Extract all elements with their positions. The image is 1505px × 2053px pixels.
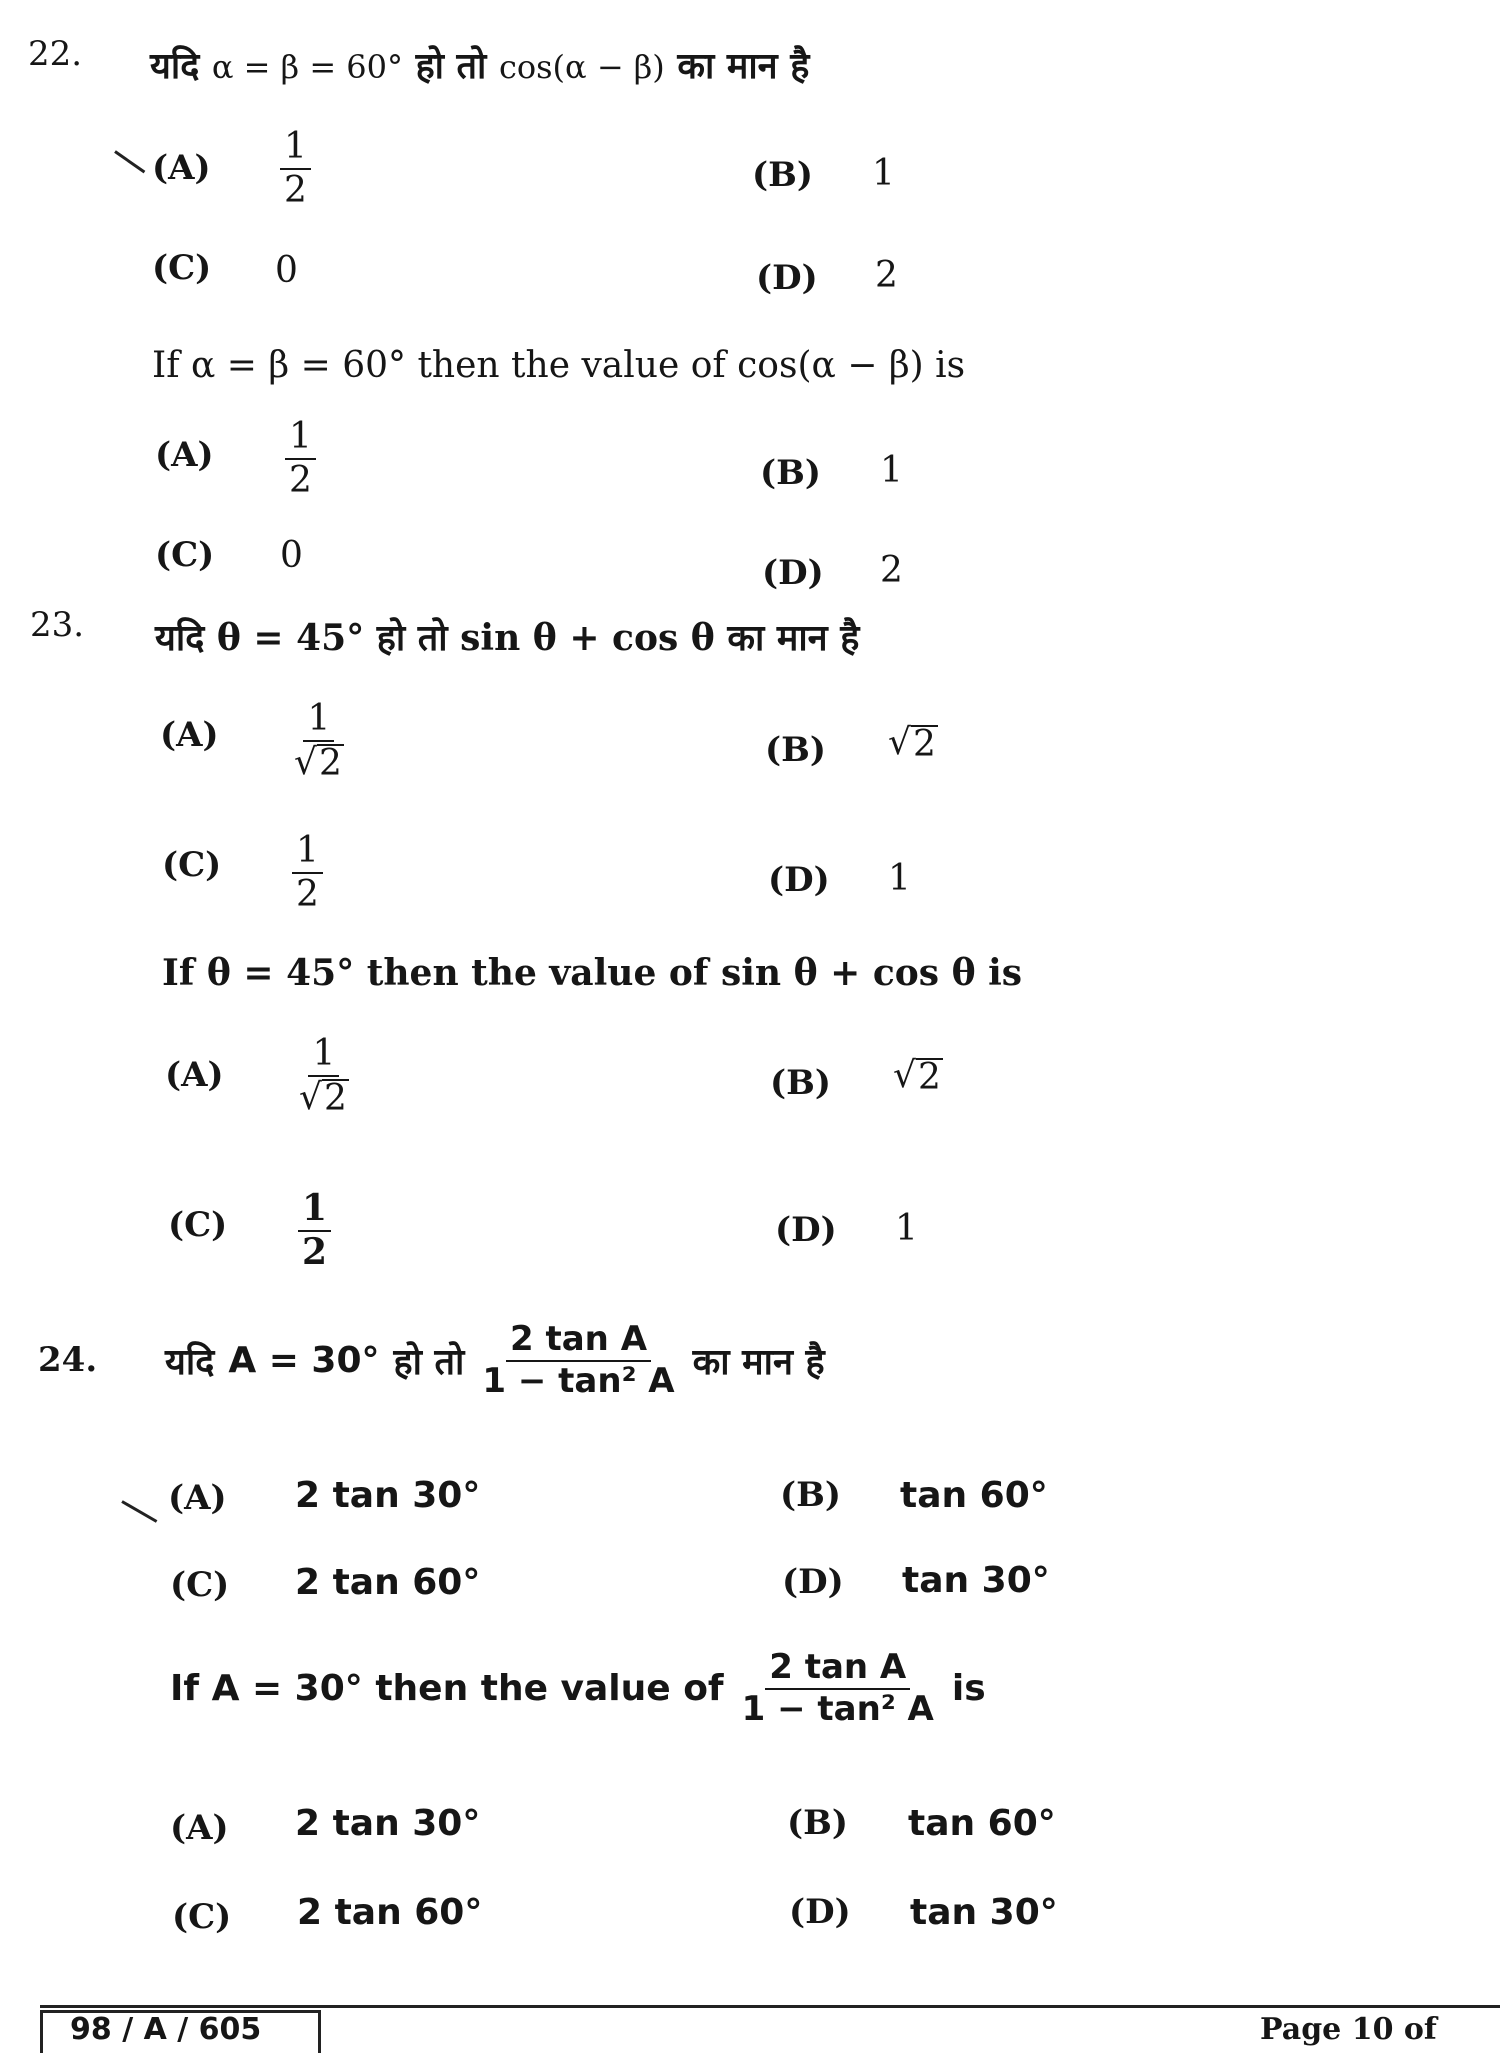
q22-stem-hi-mid: हो तो — [415, 45, 487, 87]
q23-en-option-d-label: (D) — [775, 1210, 837, 1250]
q23-stem-english: If θ = 45° then the value of sin θ + cos θ is — [162, 952, 1023, 994]
q24-stem-hindi — [165, 1319, 825, 1401]
q24-stem-hi-math: A = 30° — [228, 1340, 380, 1382]
q22-hi-option-d-value: 2 — [875, 255, 898, 296]
footer-code: 98 / A / 605 — [70, 2012, 262, 2047]
q22-stem-hi-math2: cos(α − β) — [498, 48, 665, 86]
q23-number: 23. — [30, 605, 85, 645]
q23-en-option-a-value: 1 √ 2 — [299, 1033, 347, 1119]
q24-hi-answer-tick — [121, 1500, 157, 1523]
q24-hi-option-c-value: 2 tan 60° — [295, 1562, 481, 1603]
q24-hi-option-d-value: tan 30° — [902, 1560, 1050, 1601]
q24-hi-option-c-label: (C) — [170, 1565, 230, 1605]
q24-stem-en-suffix: is — [951, 1668, 986, 1710]
q23-stem-hi-mid: हो तो — [376, 617, 448, 659]
q22-en-option-c-label: (C) — [155, 535, 215, 575]
q22-en-option-c-value: 0 — [280, 535, 303, 576]
q22-hi-option-b-label: (B) — [752, 155, 813, 195]
q24-stem-hi-fraction: $\frac{\text{2 tan A}}{\text{1 − tan² A}}$ — [482, 1319, 675, 1401]
q22-stem-hi-math: α = β = 60° — [211, 48, 404, 86]
q23-hi-option-b-value: √ 2 — [888, 722, 936, 765]
q23-stem-hi-prefix: यदि — [155, 617, 205, 659]
q24-en-option-b-label: (B) — [787, 1803, 848, 1843]
q22-en-option-d-value: 2 — [880, 550, 903, 591]
q23-en-option-b-label: (B) — [770, 1063, 831, 1103]
q23-stem-hindi — [155, 612, 859, 661]
q24-en-option-d-label: (D) — [789, 1892, 851, 1932]
q23-hi-option-c-label: (C) — [162, 845, 222, 885]
q22-hi-option-b-value: 1 — [872, 153, 895, 194]
q23-hi-option-a-label: (A) — [160, 715, 219, 755]
q23-en-option-c-label: (C) — [168, 1205, 228, 1245]
q24-stem-hi-prefix: यदि — [165, 1342, 215, 1384]
q24-hi-option-a-value: 2 tan 30° — [295, 1475, 481, 1516]
q24-en-option-b-value: tan 60° — [908, 1803, 1056, 1844]
q23-en-option-d-value: 1 — [895, 1208, 918, 1249]
q24-stem-hi-suffix: का मान है — [692, 1342, 825, 1384]
q22-en-option-b-label: (B) — [760, 453, 821, 493]
q23-hi-option-d-label: (D) — [768, 860, 830, 900]
q22-hi-option-c-label: (C) — [152, 248, 212, 288]
q22-stem-hindi — [150, 40, 809, 89]
q22-stem-english: If α = β = 60° then the value of cos(α − β) is — [152, 345, 966, 386]
q23-en-option-b-value: √ 2 — [893, 1055, 941, 1098]
q24-hi-option-d-label: (D) — [782, 1562, 844, 1602]
q22-en-option-d-label: (D) — [762, 553, 824, 593]
q24-en-option-c-label: (C) — [172, 1897, 232, 1937]
q22-en-option-b-value: 1 — [880, 450, 903, 491]
q24-en-option-c-value: 2 tan 60° — [297, 1892, 483, 1933]
q22-hi-option-a-value: $\frac{1}{2}$ — [280, 128, 311, 210]
q24-hi-option-b-label: (B) — [780, 1475, 841, 1515]
q24-en-option-a-value: 2 tan 30° — [295, 1803, 481, 1844]
q24-stem-english — [170, 1647, 986, 1729]
q23-en-option-c-value: $\frac{1}{2}$ — [298, 1190, 331, 1272]
q23-hi-option-a-value: 1 √ 2 — [294, 698, 342, 784]
footer-rule — [40, 2005, 1500, 2008]
q24-en-option-d-value: tan 30° — [910, 1892, 1058, 1933]
footer-page-number: Page 10 of — [1260, 2012, 1437, 2047]
q22-stem-hi-prefix: यदि — [150, 45, 200, 87]
q22-hi-option-d-label: (D) — [756, 258, 818, 298]
q24-hi-option-b-value: tan 60° — [900, 1475, 1048, 1516]
q24-number: 24. — [38, 1340, 98, 1380]
q23-stem-hi-math2: sin θ + cos θ — [460, 617, 715, 659]
q22-stem-hi-suffix: का मान है — [677, 45, 810, 87]
q24-stem-hi-mid: हो तो — [393, 1342, 465, 1384]
q24-stem-en-prefix: If A = 30° then the value of — [170, 1668, 724, 1710]
q23-hi-option-d-value: 1 — [888, 858, 911, 899]
q22-hi-answer-tick — [114, 150, 145, 173]
q22-hi-option-a-label: (A) — [152, 148, 211, 188]
q23-hi-option-b-label: (B) — [765, 730, 826, 770]
q23-stem-hi-math: θ = 45° — [216, 617, 365, 659]
q22-hi-option-c-value: 0 — [275, 250, 298, 291]
q24-hi-option-a-label: (A) — [168, 1478, 227, 1518]
q24-en-option-a-label: (A) — [170, 1808, 229, 1848]
q24-stem-en-fraction: $\frac{\text{2 tan A}}{\text{1 − tan² A}}$ — [741, 1647, 934, 1729]
q23-hi-option-c-value: $\frac{1}{2}$ — [292, 832, 323, 914]
q22-number: 22. — [28, 34, 83, 74]
q22-en-option-a-value: $\frac{1}{2}$ — [285, 418, 316, 500]
q22-en-option-a-label: (A) — [155, 435, 214, 475]
q23-en-option-a-label: (A) — [165, 1055, 224, 1095]
q23-stem-hi-suffix: का मान है — [727, 617, 860, 659]
